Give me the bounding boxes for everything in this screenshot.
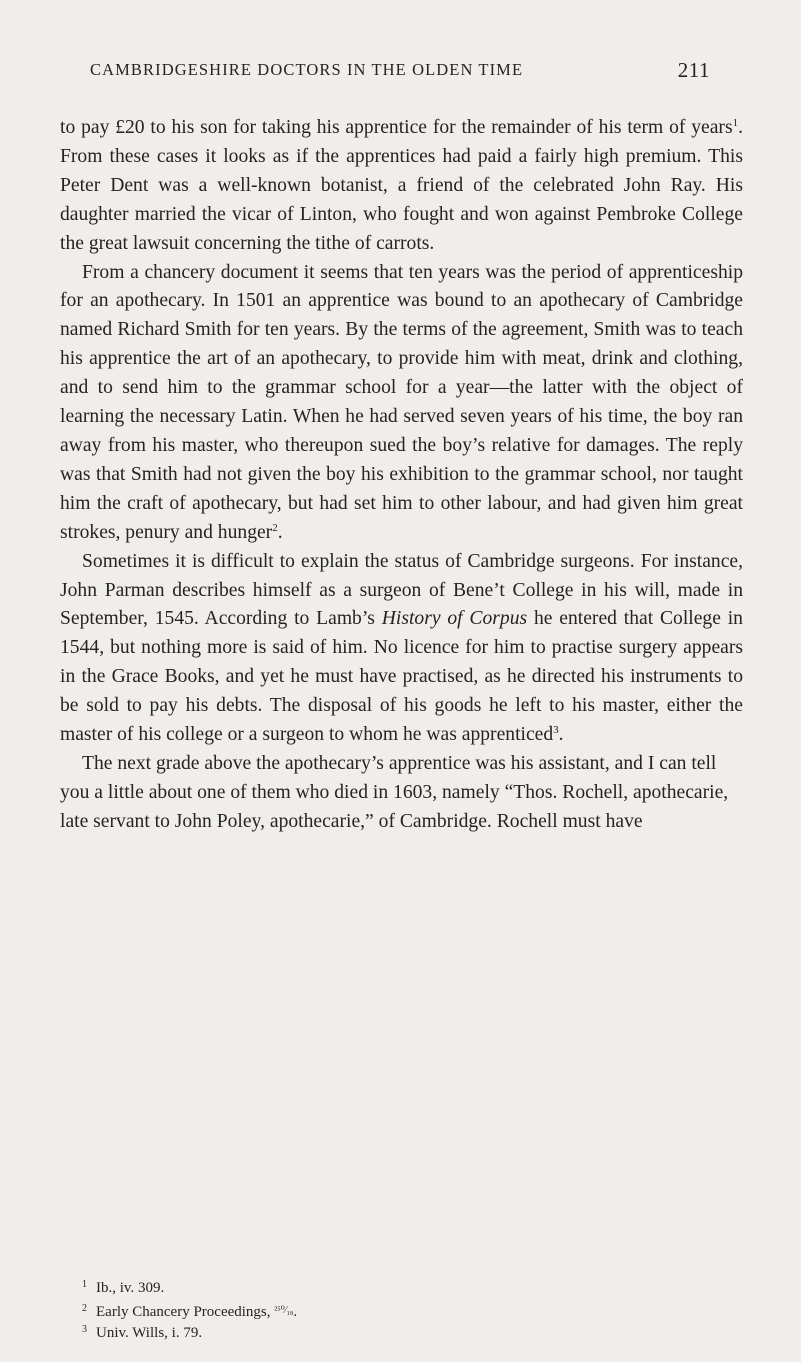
footnote-text: Early Chancery Proceedings, (96, 1303, 275, 1320)
running-title: CAMBRIDGESHIRE DOCTORS IN THE OLDEN TIME (90, 60, 524, 79)
footnote-ref-1: 1 (732, 117, 739, 129)
paragraph-1-text-b: . From these cases it looks as if the apprentices had paid a fairly high premium. This Peter Dent was a well-known botanist, a friend of the celebrated John Ray. His daughter married the vicar of Linton, who fought and won against Pembroke College the great lawsuit concerning the tithe of carrots. (60, 117, 743, 254)
paragraph-3-text-c: . (558, 724, 564, 746)
footnote-ref-2: 2 (272, 521, 278, 534)
book-title-italic: History of Corpus (381, 608, 528, 630)
paragraph-2-text-a: From a chancery document it seems that ten years was the period of apprenticeship for an apothecary. In 1501 an apprentice was bound to an apothecary of Cambridge named Richard Smith for ten years. By the terms of the agreement, Smith was to teach his apprentice the art of an apothecary, to provide him with meat, drink and clothing, and to send him to the grammar school for a year—the latter with the object of learning the necessary Latin. When he had served seven years of his time, the boy ran away from his master, who thereupon sued the boy’s relative for damages. The reply was that Smith had not given the boy his exhibition to the grammar school, nor taught him the craft of apothecary, but had set him to other labour, and had given him great strokes, penury and hunger (60, 261, 743, 543)
paragraph-1-text-a: to pay £20 to his son for taking his apprentice for the remainder of his term of years (60, 117, 733, 138)
footnote-ref-3: 3 (553, 724, 559, 737)
page-number: 211 (677, 58, 710, 82)
paragraph-2 (60, 259, 743, 548)
paragraph-4: The next grade above the apothecary’s apprentice was his assistant, and I can tell you a little about one of them who died in 1603, namely “Thos. Rochell, apothecarie, late servant to John Poley, apothecarie,” of Cambridge. Rochell must have (60, 752, 729, 832)
footnote-2: 2 Early Chancery Proceedings, $^{^{250}⁄_{18}}$. (82, 1302, 298, 1320)
footnote-fraction: ²⁵⁰⁄₁₈ (274, 1304, 294, 1316)
footnote-3: 3 Univ. Wills, i. 79. (82, 1324, 203, 1341)
paragraph-2-text-b: . (277, 521, 283, 543)
paragraph-3-text-b: he entered that College in 1544, but nothing more is said of him. No licence for him to practise surgery appears in the Grace Books, and yet he must have practised, as he directed his instruments to be sold to pay his debts. The disposal of his goods he left to his master, either the master of his college or a surgeon to whom he was apprenticed (60, 608, 743, 746)
footnotes (82, 1278, 732, 1345)
paragraph-3-text-a: Sometimes it is difficult to explain the status of Cambridge surgeons. For instance, John Parman describes himself as a surgeon of Bene’t College in his will, made in September, 1545. According to Lamb’s (60, 550, 743, 630)
footnote-end: . (293, 1303, 298, 1320)
footnote-text: Ib., iv. 309. (96, 1280, 165, 1296)
paragraph-3 (60, 548, 743, 750)
body-text (60, 114, 743, 837)
page-header (90, 60, 710, 88)
footnote-1: 1 Ib., iv. 309. (82, 1279, 165, 1296)
paragraph-1 (60, 114, 743, 259)
footnote-text: Univ. Wills, i. 79. (96, 1325, 203, 1341)
